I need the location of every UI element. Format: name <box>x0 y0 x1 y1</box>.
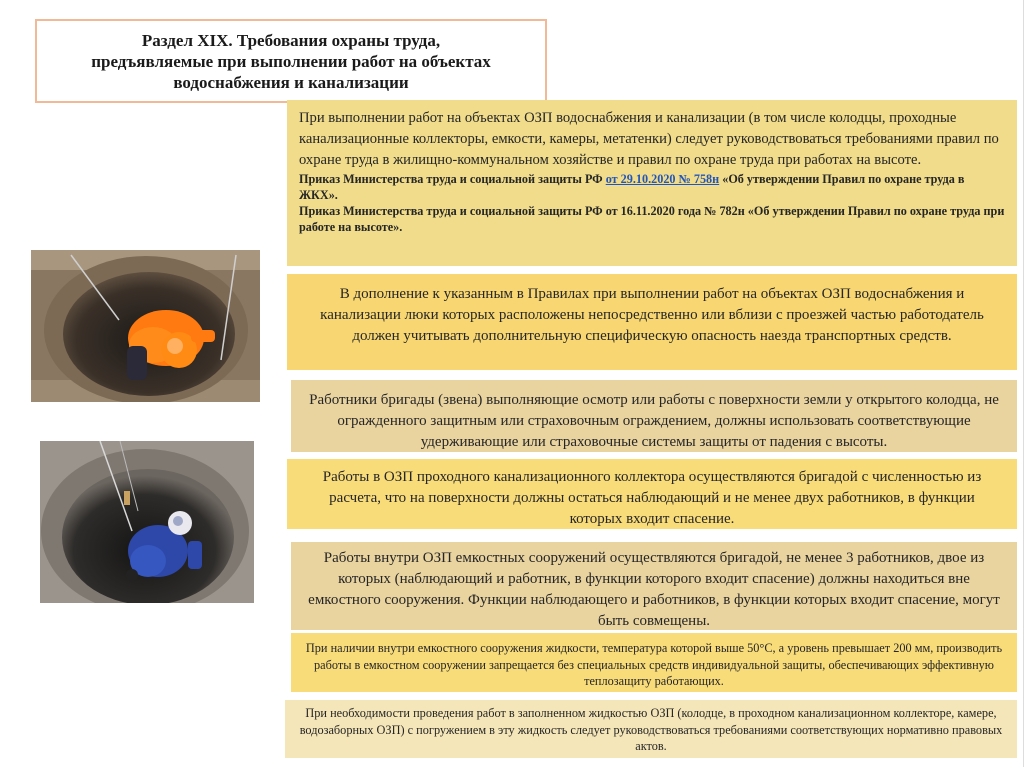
order-758n <box>299 171 1005 203</box>
photo-worker-in-manhole <box>31 250 260 402</box>
title-line-1: Раздел XIX. Требования охраны труда, <box>141 30 441 50</box>
title-line-2: предъявляемые при выполнении работ на объектах <box>91 51 491 71</box>
block-traffic-hazard: В дополнение к указанным в Правилах при выполнении работ на объектах ОЗП водоснабжения и канализации люки которых расположены непосредственно или вблизи с проезжей частью работодатель должен учитывать дополнительную специфическую опасность наезда транспортных средств. <box>287 274 1017 370</box>
block-liquid-immersion: При необходимости проведения работ в заполненном жидкостью ОЗП (колодце, в проходном канализационном коллекторе, камере, водозаборных ОЗП) с погружением в эту жидкость следует руководствоваться требованиями соответствующих нормативно правовых актов. <box>285 700 1017 758</box>
order-782n: Приказ Министерства труда и социальной защиты РФ от 16.11.2020 года № 782н «Об утверждении Правил по охране труда при работе на высоте». <box>299 204 1005 234</box>
block-fall-protection: Работники бригады (звена) выполняющие осмотр или работы с поверхности земли у открытого колодца, не огражденного защитным или страховочным ограждением, должны использовать соответствующие удерживающие или страховочные системы защиты от падения с высоты. <box>291 380 1017 452</box>
block-collector-crew: Работы в ОЗП проходного канализационного коллектора осуществляются бригадой с численностью из расчета, что на поверхности должны остаться наблюдающий и не менее двух работников, в функции которых входит спасение. <box>287 459 1017 529</box>
order-758n-prefix: Приказ Министерства труда и социальной защиты РФ <box>299 172 606 186</box>
slide-title <box>35 19 547 103</box>
title-line-3: водоснабжения и канализации <box>173 72 409 92</box>
block-tank-crew: Работы внутри ОЗП емкостных сооружений осуществляются бригадой, не менее 3 работников, двое из которых (наблюдающий и работник, в функции которого входит спасение) должны находиться вне емкостного сооружения. Функции наблюдающего и работников, в функции которых входит спасение, могут быть совмещены. <box>291 542 1017 630</box>
block-general-text: При выполнении работ на объектах ОЗП водоснабжения и канализации (в том числе колодцы, проходные канализационные коллекторы, емкости, камеры, метатенки) следует руководствоваться требованиями правил по охране труда в жилищно-коммунальном хозяйстве и правил по охране труда при работах на высоте. <box>299 110 999 168</box>
block-hot-liquid: При наличии внутри емкостного сооружения жидкости, температура которой выше 50°C, а уровень превышает 200 мм, производить работы в емкостном сооружении запрещается без специальных средств индивидуальной защиты, обеспечивающих эффективную теплозащиту работающих. <box>291 633 1017 692</box>
block-general-requirements <box>287 100 1017 266</box>
order-758n-suffix: «Об утверждении Правил по охране труда в ЖКХ». <box>299 172 965 202</box>
photo-worker-in-well <box>40 441 254 603</box>
order-758n-link[interactable]: от 29.10.2020 № 758н <box>605 172 720 186</box>
